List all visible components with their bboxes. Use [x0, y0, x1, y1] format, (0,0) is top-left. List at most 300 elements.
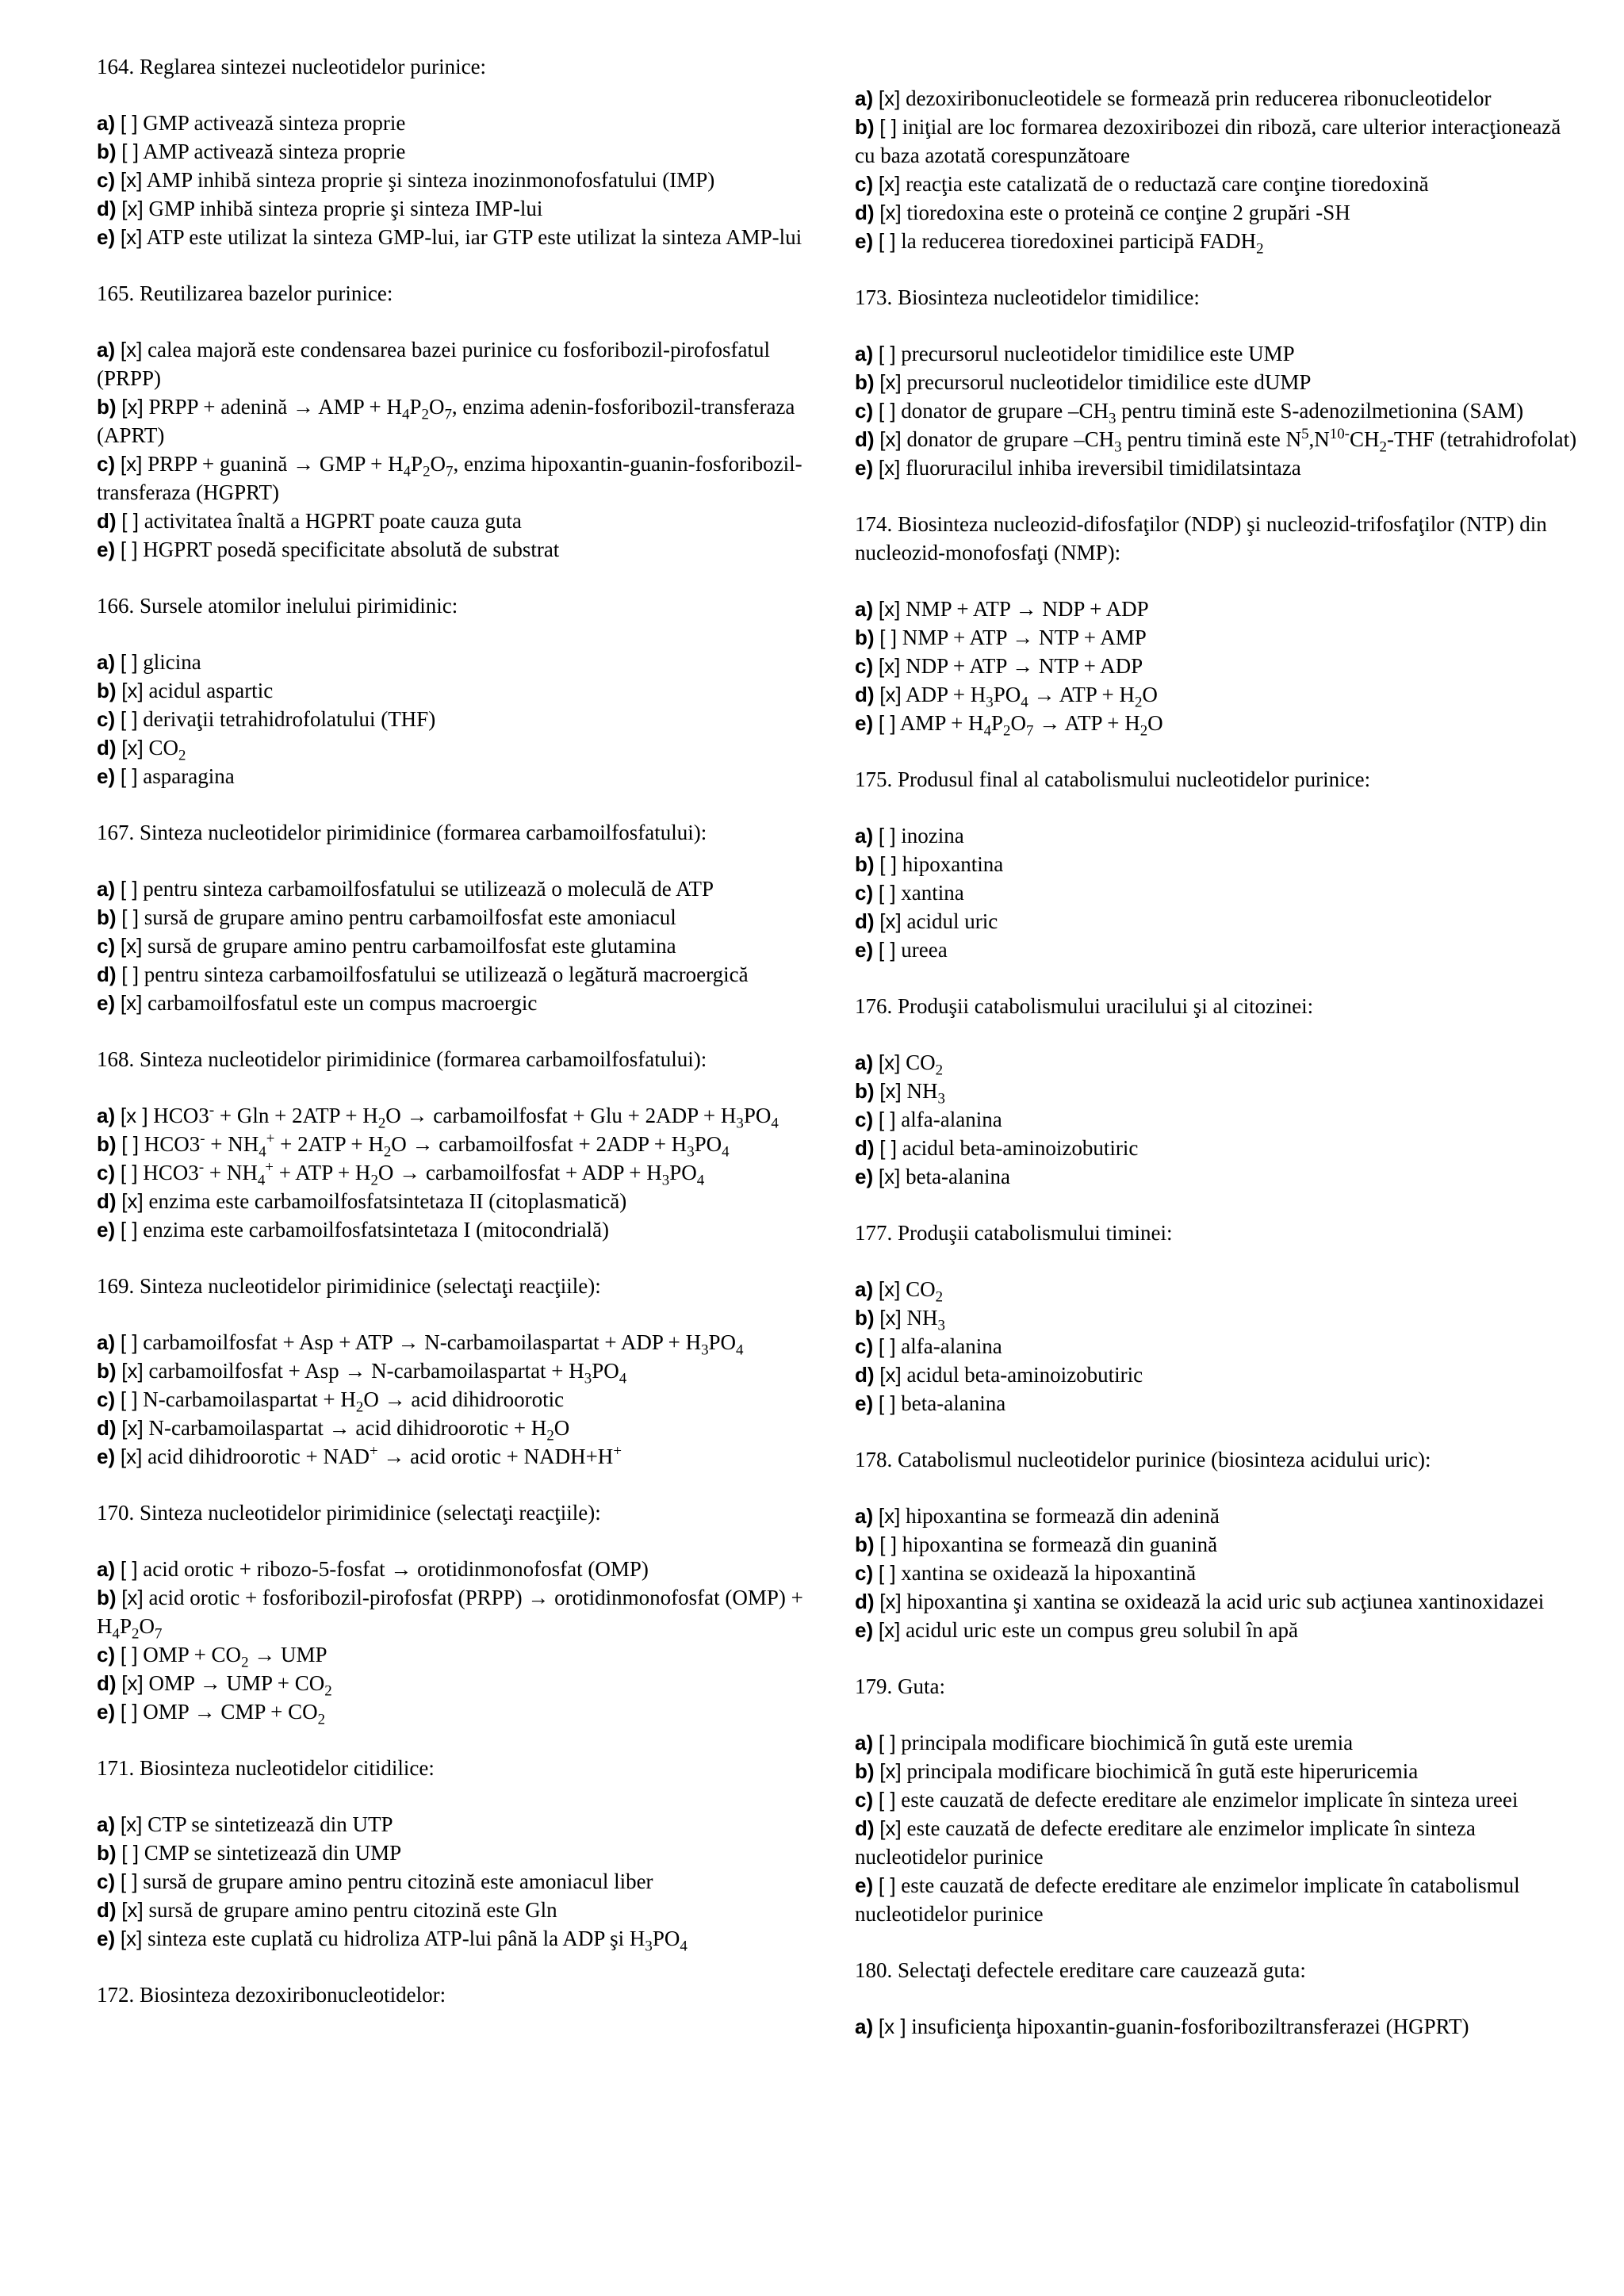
answer-mark: [x]: [120, 225, 143, 249]
answer-option: [855, 113, 1584, 170]
option-text: carbamoilfosfat + Asp + ATP → N-carbamoilaspartat + ADP + $H_3PO_4$: [143, 1330, 744, 1359]
answer-option: [855, 1077, 1584, 1108]
answer-option: [97, 676, 828, 705]
option-letter: d): [855, 427, 875, 451]
answer-mark: [x]: [120, 934, 143, 958]
option-text: dezoxiribonucleotidele se formează prin reducerea ribonucleotidelor: [906, 86, 1492, 110]
answer-option: [97, 1328, 828, 1357]
question-title: 173. Biosinteza nucleotidelor timidilice:: [855, 285, 1200, 309]
question-title: 178. Catabolismul nucleotidelor purinice (biosinteza acidului uric):: [855, 1448, 1431, 1471]
answer-mark: [x]: [878, 654, 901, 678]
option-text: hipoxantina: [902, 852, 1004, 876]
answer-mark: [ ]: [120, 1869, 138, 1893]
option-text: NDP + ATP → NTP + ADP: [906, 654, 1143, 678]
option-letter: a): [97, 1812, 116, 1836]
answer-option: [855, 1275, 1584, 1306]
answer-option: [97, 932, 828, 960]
answer-mark: [x]: [121, 395, 144, 419]
answer-option: [855, 1785, 1584, 1814]
question-title: 176. Produşii catabolismului uracilului şi al citozinei:: [855, 994, 1314, 1018]
answer-mark: [x]: [878, 1277, 901, 1301]
option-text: $NH_3$: [906, 1079, 945, 1108]
answer-mark: [x]: [121, 1586, 144, 1609]
option-text: sursă de grupare amino pentru citozină este amoniacul liber: [143, 1869, 653, 1893]
option-letter: b): [97, 395, 117, 419]
question-title: 164. Reglarea sintezei nucleotidelor purinice:: [97, 55, 487, 78]
option-text: sursă de grupare amino pentru carbamoilfosfat este amoniacul: [144, 905, 676, 929]
option-text: $HCO3^- + NH_4^+ + 2ATP + H_2O$ → carbamoilfosfat + $2ADP + H_3PO_4$: [144, 1131, 730, 1161]
answer-mark: [ ]: [878, 881, 896, 905]
option-text: donator de grupare $-CH_3$ pentru timină este $N^5,N^{10-}CH_2$-THF (tetrahidrofolat): [906, 426, 1577, 456]
answer-option: [97, 1357, 828, 1385]
question-title: 172. Biosinteza dezoxiribonucleotidelor:: [97, 1983, 446, 2007]
option-text: ureea: [901, 938, 948, 962]
question-title: 180. Selectaţi defectele ereditare care cauzează guta:: [855, 1958, 1306, 1982]
option-letter: b): [97, 679, 117, 702]
option-letter: e): [97, 225, 116, 249]
answer-option: [97, 874, 828, 903]
option-letter: b): [97, 1586, 117, 1609]
answer-mark: [ ]: [878, 229, 896, 253]
option-text: CTP se sintetizează din UTP: [147, 1812, 393, 1836]
answer-mark: [ ]: [120, 1557, 138, 1581]
answer-mark: [ ]: [120, 1643, 138, 1667]
option-letter: d): [855, 201, 875, 224]
answer-option: [855, 652, 1584, 680]
answer-mark: [ ]: [120, 1387, 138, 1411]
option-text: ATP este utilizat la sinteza GMP-lui, iar GTP este utilizat la sinteza AMP-lui: [146, 225, 802, 249]
question-block: [97, 279, 828, 564]
option-letter: d): [97, 736, 117, 760]
answer-option: [855, 1134, 1584, 1162]
option-text: fluoruracilul inhiba ireversibil timidilatsintaza: [906, 456, 1301, 480]
option-text: enzima este carbamoilfosfatsintetaza I (mitocondrială): [143, 1218, 610, 1242]
option-letter: a): [855, 342, 874, 365]
question-title: 175. Produsul final al catabolismului nucleotidelor purinice:: [855, 767, 1371, 791]
answer-mark: [ ]: [121, 962, 139, 986]
answer-mark: [ ]: [120, 650, 138, 674]
question-block: [855, 992, 1584, 1191]
answer-option: [97, 450, 828, 507]
answer-mark: [x]: [879, 1759, 902, 1783]
option-text: hipoxantina se formează din guanină: [902, 1533, 1218, 1556]
option-letter: d): [855, 683, 875, 706]
answer-mark: [ ]: [120, 538, 138, 561]
option-letter: a): [97, 650, 116, 674]
option-letter: b): [97, 905, 117, 929]
answer-mark: [x]: [878, 86, 901, 110]
answer-mark: [x]: [878, 1050, 901, 1074]
answer-option: [855, 1389, 1584, 1418]
answer-option: [97, 1555, 828, 1583]
option-text: GMP inhibă sinteza proprie şi sinteza IMP-lui: [148, 197, 543, 220]
answer-option: [855, 1105, 1584, 1134]
answer-option: [97, 1640, 828, 1669]
option-letter: e): [97, 538, 116, 561]
question-block: [97, 52, 828, 251]
question-block: [97, 1272, 828, 1471]
option-text: GMP activează sinteza proprie: [143, 111, 406, 135]
answer-mark: [x]: [879, 1306, 902, 1330]
option-letter: c): [97, 168, 116, 192]
answer-mark: [ ]: [120, 1700, 138, 1724]
option-letter: d): [97, 1189, 117, 1213]
option-text: sinteza este cuplată cu hidroliza ATP-lui până la ADP şi $H_3PO_4$: [147, 1927, 688, 1955]
answer-option: [97, 1158, 828, 1187]
answer-mark: [x]: [120, 338, 143, 362]
question-block: [97, 1045, 828, 1244]
answer-mark: [x]: [879, 427, 902, 451]
answer-mark: [x]: [121, 197, 144, 220]
answer-option: [855, 1616, 1584, 1644]
option-letter: b): [97, 1359, 117, 1383]
option-text: $CO_2$: [906, 1277, 944, 1306]
question-title: 177. Produşii catabolismului timinei:: [855, 1221, 1173, 1245]
answer-option: [97, 194, 828, 223]
option-text: asparagina: [143, 764, 235, 788]
answer-mark: [x]: [121, 1671, 144, 1695]
option-text: $HCO3^- + Gln + 2ATP + H_2O$ → carbamoilfosfat + Glu + $2ADP + H_3PO_4$: [153, 1102, 779, 1132]
left-column: [97, 52, 828, 2037]
answer-option: [855, 84, 1584, 113]
answer-mark: [ ]: [878, 1788, 896, 1812]
option-text: derivaţii tetrahidrofolatului (THF): [143, 707, 436, 731]
option-text: $CO_2$: [148, 736, 186, 764]
option-letter: a): [97, 111, 116, 135]
option-letter: c): [97, 1387, 116, 1411]
answer-mark: [ ]: [120, 877, 138, 901]
option-text: AMP + $H_4P_2O_7$ → ATP + $H_2O$: [899, 711, 1163, 740]
answer-option: [855, 170, 1584, 198]
option-text: este cauzată de defecte ereditare ale enzimelor implicate în sinteza ureei: [901, 1788, 1519, 1812]
answer-mark: [x]: [121, 1359, 144, 1383]
answer-mark: [ ]: [878, 1873, 896, 1897]
option-letter: a): [855, 597, 874, 621]
option-letter: b): [855, 1759, 875, 1783]
option-text: carbamoilfosfatul este un compus macroergic: [147, 991, 538, 1015]
answer-option: [97, 1385, 828, 1414]
answer-mark: [ ]: [878, 1108, 896, 1131]
answer-mark: [ ]: [120, 1330, 138, 1354]
option-text: precursorul nucleotidelor timidilice este UMP: [901, 342, 1295, 365]
answer-option: [855, 1530, 1584, 1559]
option-text: OMP → CMP + $CO_2$: [143, 1700, 326, 1728]
option-letter: e): [97, 1445, 116, 1468]
answer-mark: [x]: [879, 201, 902, 224]
question-block: [97, 591, 828, 790]
answer-mark: [x ]: [120, 1104, 148, 1127]
answer-mark: [ ]: [878, 938, 896, 962]
option-text: NMP + ATP → NTP + AMP: [902, 626, 1147, 649]
option-letter: c): [855, 1108, 874, 1131]
option-text: ADP + $H_3PO_4$ → ATP + $H_2O$: [906, 683, 1158, 711]
option-text: N-carbamoilaspartat + $H_2O$ → acid dihidroorotic: [143, 1387, 565, 1416]
option-letter: e): [97, 991, 116, 1015]
option-letter: e): [97, 1700, 116, 1724]
question-title: 169. Sinteza nucleotidelor pirimidinice (selectaţi reacţiile):: [97, 1274, 601, 1298]
answer-option: [855, 709, 1584, 740]
option-text: acidul uric este un compus greu solubil în apă: [906, 1618, 1298, 1642]
option-letter: a): [855, 1731, 874, 1755]
option-text: pentru sinteza carbamoilfosfatului se utilizează o moleculă de ATP: [143, 877, 714, 901]
option-text: pentru sinteza carbamoilfosfatului se utilizează o legătură macroergică: [144, 962, 749, 986]
answer-mark: [x]: [878, 1618, 901, 1642]
answer-option: [855, 339, 1584, 368]
answer-option: [97, 1839, 828, 1867]
option-text: glicina: [143, 650, 201, 674]
option-text: donator de grupare $-CH_3$ pentru timină este S-adenozilmetionina (SAM): [901, 399, 1524, 427]
answer-mark: [x]: [878, 1504, 901, 1528]
option-text: activitatea înaltă a HGPRT poate cauza guta: [144, 509, 522, 533]
answer-option: [855, 1502, 1584, 1530]
answer-mark: [x]: [121, 736, 144, 760]
answer-option: [97, 166, 828, 194]
option-letter: b): [855, 1079, 875, 1103]
answer-option: [97, 1215, 828, 1244]
answer-option: [855, 936, 1584, 964]
option-letter: c): [855, 172, 874, 196]
question-block: [855, 510, 1584, 740]
option-text: PRPP + adenină → AMP + $H_4P_2O_7$, enzima adenin-fosforibozil-transferaza (APRT): [97, 395, 795, 447]
answer-option: [97, 648, 828, 676]
answer-option: [855, 850, 1584, 878]
answer-mark: [ ]: [121, 905, 139, 929]
option-letter: d): [855, 1816, 875, 1840]
answer-option: [97, 762, 828, 790]
answer-option: [855, 1162, 1584, 1191]
option-letter: c): [97, 1161, 116, 1184]
option-text: acidul aspartic: [148, 679, 274, 702]
option-text: precursorul nucleotidelor timidilice este dUMP: [906, 370, 1312, 394]
question-block: [855, 283, 1584, 482]
option-letter: a): [855, 1050, 874, 1074]
answer-option: [97, 507, 828, 535]
option-text: alfa-alanina: [901, 1108, 1002, 1131]
option-letter: b): [97, 140, 117, 163]
question-block: [855, 1672, 1584, 1928]
option-letter: e): [855, 456, 874, 480]
question-block: [855, 1219, 1584, 1418]
answer-option: [97, 137, 828, 166]
answer-option: [855, 198, 1584, 227]
option-letter: c): [97, 452, 116, 476]
option-text: insuficienţa hipoxantin-guanin-fosforiboziltransferazei (HGPRT): [911, 2015, 1469, 2038]
answer-mark: [x]: [121, 1189, 144, 1213]
option-text: beta-alanina: [906, 1165, 1010, 1188]
option-letter: a): [855, 2015, 874, 2038]
answer-option: [97, 1669, 828, 1700]
option-text: acid orotic + ribozo-5-fosfat → orotidinmonofosfat (OMP): [143, 1557, 649, 1581]
option-text: alfa-alanina: [901, 1334, 1002, 1358]
option-text: calea majoră este condensarea bazei purinice cu fosforibozil-pirofosfatul (PRPP): [97, 338, 770, 390]
option-letter: a): [855, 86, 874, 110]
answer-option: [97, 392, 828, 450]
option-letter: e): [855, 938, 874, 962]
option-letter: e): [855, 711, 874, 735]
answer-option: [97, 960, 828, 989]
answer-option: [855, 1559, 1584, 1587]
option-text: sursă de grupare amino pentru carbamoilfosfat este glutamina: [147, 934, 676, 958]
option-text: inozina: [901, 824, 964, 848]
answer-mark: [x]: [878, 456, 901, 480]
answer-mark: [x]: [878, 1165, 901, 1188]
answer-option: [97, 1442, 828, 1471]
option-letter: d): [97, 197, 117, 220]
answer-option: [855, 878, 1584, 907]
answer-mark: [x]: [121, 1416, 144, 1440]
option-letter: b): [855, 1533, 875, 1556]
answer-option: [855, 425, 1584, 456]
question-title: 167. Sinteza nucleotidelor pirimidinice (formarea carbamoilfosfatului):: [97, 821, 707, 844]
option-text: $NH_3$: [906, 1306, 945, 1334]
option-text: $HCO3^- + NH_4^+$ + ATP + $H_2O$ → carbamoilfosfat + ADP + $H_3PO_4$: [143, 1159, 705, 1189]
option-text: hipoxantina se formează din adenină: [906, 1504, 1220, 1528]
option-text: acidul uric: [906, 909, 998, 933]
question-block: [855, 765, 1584, 964]
option-letter: a): [97, 1330, 116, 1354]
option-letter: e): [97, 1927, 116, 1950]
answer-option: [855, 1303, 1584, 1332]
answer-option: [97, 1414, 828, 1445]
answer-option: [855, 1871, 1584, 1928]
answer-mark: [ ]: [120, 707, 138, 731]
answer-option: [855, 1587, 1584, 1616]
answer-option: [97, 1896, 828, 1924]
answer-mark: [x]: [120, 452, 143, 476]
option-letter: a): [97, 1557, 116, 1581]
option-letter: c): [855, 1788, 874, 1812]
answer-mark: [ ]: [120, 1218, 138, 1242]
question-block: [97, 818, 828, 1017]
answer-option: [855, 1048, 1584, 1077]
question-title: 170. Sinteza nucleotidelor pirimidinice (selectaţi reacţiile):: [97, 1501, 601, 1525]
answer-mark: [ ]: [878, 1391, 896, 1415]
answer-option: [97, 705, 828, 733]
answer-option: [97, 109, 828, 137]
question-block: [855, 1956, 1584, 2041]
question-block: [97, 1980, 828, 2009]
answer-mark: [x]: [120, 168, 143, 192]
option-letter: d): [855, 1363, 875, 1387]
answer-mark: [ ]: [878, 711, 896, 735]
question-title: 165. Reutilizarea bazelor purinice:: [97, 281, 393, 305]
answer-option: [855, 368, 1584, 396]
option-letter: c): [855, 1334, 874, 1358]
question-title: 179. Guta:: [855, 1674, 945, 1698]
option-letter: a): [97, 338, 116, 362]
answer-mark: [ ]: [879, 115, 897, 139]
option-text: PRPP + guanină → GMP + $H_4P_2O_7$, enzima hipoxantin-guanin-fosforibozil-transferaza (HGPRT): [97, 452, 802, 504]
answer-mark: [x]: [879, 1079, 902, 1103]
answer-option: [855, 227, 1584, 258]
option-text: N-carbamoilaspartat → acid dihidroorotic + $H_2O$: [148, 1416, 570, 1445]
answer-mark: [x]: [120, 1927, 143, 1950]
option-text: HGPRT posedă specificitate absolută de substrat: [143, 538, 560, 561]
answer-mark: [ ]: [121, 1132, 139, 1156]
answer-option: [97, 1187, 828, 1215]
answer-option: [855, 623, 1584, 652]
option-text: CMP se sintetizează din UMP: [144, 1841, 402, 1865]
answer-option: [855, 680, 1584, 709]
answer-mark: [ ]: [879, 1136, 897, 1160]
option-letter: b): [97, 1841, 117, 1865]
question-block: [97, 1754, 828, 1953]
answer-mark: [ ]: [878, 1334, 896, 1358]
answer-option: [97, 1130, 828, 1161]
answer-mark: [x ]: [878, 2015, 906, 2038]
option-text: acid dihidroorotic + NAD+ → acid orotic + NADH+H+: [147, 1443, 622, 1468]
answer-option: [97, 535, 828, 564]
option-text: xantina: [901, 881, 964, 905]
option-letter: a): [855, 824, 874, 848]
answer-option: [97, 1697, 828, 1726]
answer-mark: [x]: [879, 1816, 902, 1840]
answer-option: [97, 733, 828, 762]
option-text: hipoxantina şi xantina se oxidează la acid uric sub acţiunea xantinoxidazei: [906, 1590, 1545, 1613]
option-letter: e): [855, 229, 874, 253]
answer-option: [855, 1332, 1584, 1360]
option-letter: b): [855, 370, 875, 394]
option-letter: d): [855, 909, 875, 933]
option-letter: a): [97, 877, 116, 901]
answer-mark: [ ]: [878, 342, 896, 365]
answer-mark: [x]: [879, 909, 902, 933]
answer-mark: [x]: [879, 1590, 902, 1613]
option-text: AMP activează sinteza proprie: [143, 140, 406, 163]
question-title: 174. Biosinteza nucleozid-difosfaţilor (NDP) şi nucleozid-trifosfaţilor (NTP) din nucleozid-monofosfaţi (NMP):: [855, 512, 1547, 564]
option-text: NMP + ATP → NDP + ADP: [906, 597, 1149, 621]
answer-option: [97, 1583, 828, 1643]
answer-mark: [x]: [120, 1445, 143, 1468]
option-letter: d): [97, 1671, 117, 1695]
option-letter: c): [855, 399, 874, 423]
answer-mark: [ ]: [879, 626, 897, 649]
option-text: este cauzată de defecte ereditare ale enzimelor implicate în catabolismul nucleotidelor purinice: [855, 1873, 1520, 1926]
answer-option: [855, 2012, 1584, 2041]
option-letter: d): [97, 962, 117, 986]
answer-mark: [x]: [879, 1363, 902, 1387]
answer-mark: [ ]: [121, 1841, 139, 1865]
option-letter: d): [855, 1136, 875, 1160]
option-text: OMP → UMP + $CO_2$: [148, 1671, 332, 1700]
option-letter: c): [855, 881, 874, 905]
right-column: [855, 84, 1584, 2068]
answer-mark: [ ]: [120, 1161, 138, 1184]
question-block: [97, 1498, 828, 1726]
answer-option: [855, 1360, 1584, 1389]
question-title: 168. Sinteza nucleotidelor pirimidinice (formarea carbamoilfosfatului):: [97, 1047, 707, 1071]
option-text: enzima este carbamoilfosfatsintetaza II (citoplasmatică): [148, 1189, 627, 1213]
option-text: principala modificare biochimică în gută este uremia: [901, 1731, 1354, 1755]
answer-mark: [x]: [879, 370, 902, 394]
option-text: acidul beta-aminoizobutiric: [902, 1136, 1139, 1160]
question-block: [855, 1445, 1584, 1644]
option-text: la reducerea tioredoxinei participă $FADH_2$: [901, 229, 1264, 258]
answer-option: [855, 821, 1584, 850]
option-text: carbamoilfosfat + Asp → N-carbamoilaspartat + $H_3PO_4$: [148, 1359, 627, 1387]
answer-mark: [ ]: [879, 1533, 897, 1556]
option-letter: d): [97, 1416, 117, 1440]
question-title: 171. Biosinteza nucleotidelor citidilice:: [97, 1756, 435, 1780]
answer-mark: [ ]: [878, 399, 896, 423]
option-letter: a): [97, 1104, 116, 1127]
answer-mark: [ ]: [878, 824, 896, 848]
answer-option: [97, 1101, 828, 1130]
answer-option: [855, 396, 1584, 425]
option-letter: c): [855, 654, 874, 678]
answer-option: [97, 1924, 828, 1953]
option-letter: d): [97, 509, 117, 533]
